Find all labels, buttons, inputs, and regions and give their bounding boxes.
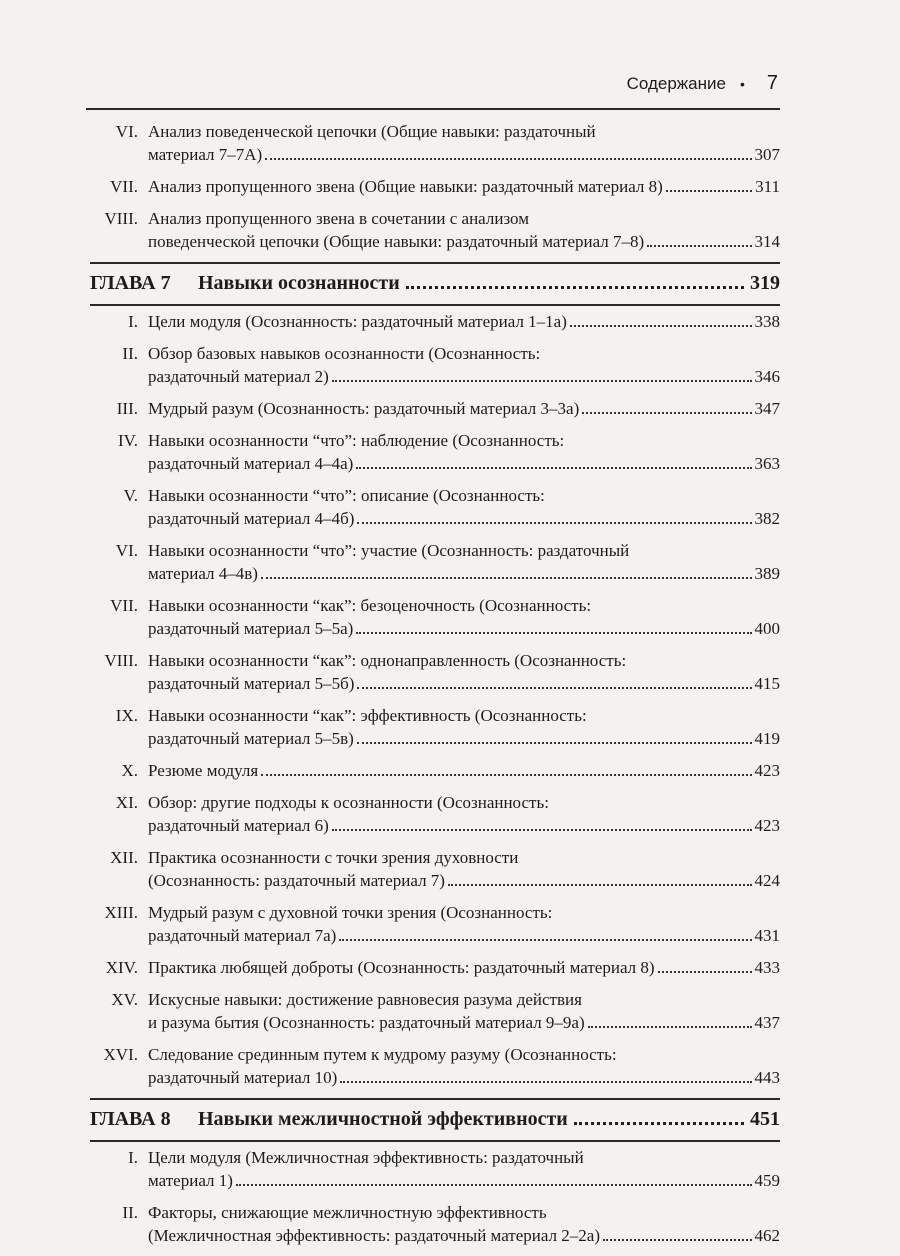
chapter-8-bottom-rule bbox=[90, 1140, 780, 1142]
toc-entry-line bbox=[148, 507, 780, 530]
toc-group-chapter-8 bbox=[90, 1146, 780, 1247]
toc-entry-page: 347 bbox=[754, 399, 780, 418]
toc-entry-title: раздаточный материал 5–5а) bbox=[148, 619, 354, 638]
toc-entry-title: Цели модуля (Осознанность: раздаточный материал 1–1а) bbox=[148, 312, 567, 331]
chapter-8-top-rule bbox=[90, 1098, 780, 1100]
toc-entry-title: Обзор базовых навыков осознанности (Осознанность: bbox=[148, 344, 541, 363]
toc-entry[interactable] bbox=[90, 342, 780, 388]
chapter-7-bottom-rule bbox=[90, 304, 780, 306]
dot-leader bbox=[261, 774, 751, 776]
toc-entry-page: 433 bbox=[754, 958, 780, 977]
toc-entry[interactable] bbox=[90, 397, 780, 420]
toc-entry-number: XVI. bbox=[103, 1045, 138, 1064]
toc-entry-body bbox=[148, 846, 780, 892]
dot-leader bbox=[261, 577, 752, 579]
toc-entry-body bbox=[148, 704, 780, 750]
toc-entry-page: 459 bbox=[754, 1171, 780, 1190]
toc-entry-line bbox=[148, 649, 780, 672]
toc-entry-title: материал 1) bbox=[148, 1171, 233, 1190]
toc-entry-title: Навыки осознанности “что”: описание (Осознанность: bbox=[148, 486, 545, 505]
toc-entry-line bbox=[148, 617, 780, 640]
toc-group-chapter-7 bbox=[90, 310, 780, 1089]
toc-entry-body bbox=[148, 207, 780, 253]
toc-entry[interactable] bbox=[90, 539, 780, 585]
toc-entry-line bbox=[148, 562, 780, 585]
chapter-7-label: ГЛАВА 7 bbox=[90, 272, 171, 294]
toc-entry-title: (Межличностная эффективность: раздаточный материал 2–2а) bbox=[148, 1226, 601, 1245]
dot-leader bbox=[357, 522, 751, 524]
toc-entry-body bbox=[148, 310, 780, 333]
dot-leader bbox=[265, 158, 751, 160]
toc-entry[interactable] bbox=[90, 1201, 780, 1247]
toc-entry-title: Навыки осознанности “как”: безоценочность (Осознанность: bbox=[148, 596, 592, 615]
toc-entry-title: раздаточный материал 6) bbox=[148, 816, 329, 835]
toc-entry-title: раздаточный материал 4–4б) bbox=[148, 509, 355, 528]
toc-entry-line bbox=[148, 1043, 780, 1066]
chapter-7-top-rule bbox=[90, 262, 780, 264]
toc-entry-title: Факторы, снижающие межличностную эффективность bbox=[148, 1203, 547, 1222]
toc-entry-body bbox=[148, 429, 780, 475]
toc-entry-number: X. bbox=[121, 761, 138, 780]
toc-entry-line bbox=[148, 1146, 780, 1169]
toc-entry[interactable] bbox=[90, 120, 780, 166]
toc-entry-number: VIII. bbox=[104, 651, 138, 670]
toc-entry-line bbox=[148, 484, 780, 507]
toc-entry-page: 443 bbox=[754, 1068, 780, 1087]
toc-entry-body bbox=[148, 594, 780, 640]
toc-entry-title: раздаточный материал 2) bbox=[148, 367, 329, 386]
toc-entry-line bbox=[148, 846, 780, 869]
toc-entry[interactable] bbox=[90, 175, 780, 198]
toc-entry-number: XIV. bbox=[105, 958, 138, 977]
toc-entry-number: VII. bbox=[110, 596, 138, 615]
toc-entry-line bbox=[148, 924, 780, 947]
toc-entry-title: материал 4–4в) bbox=[148, 564, 258, 583]
dot-leader bbox=[339, 939, 751, 941]
toc-entry[interactable] bbox=[90, 207, 780, 253]
toc-entry-title: Анализ пропущенного звена в сочетании с анализом bbox=[148, 209, 529, 228]
toc-entry-line bbox=[148, 397, 780, 420]
toc-entry-line bbox=[148, 1169, 780, 1192]
toc-entry-title: Обзор: другие подходы к осознанности (Осознанность: bbox=[148, 793, 549, 812]
toc-entry-title: Навыки осознанности “как”: однонаправленность (Осознанность: bbox=[148, 651, 627, 670]
toc-entry[interactable] bbox=[90, 901, 780, 947]
toc-entry-body bbox=[148, 759, 780, 782]
toc-entry-title: раздаточный материал 4–4а) bbox=[148, 454, 354, 473]
toc-entry-line bbox=[148, 791, 780, 814]
dot-leader bbox=[647, 245, 751, 247]
toc-entry-page: 338 bbox=[754, 312, 780, 331]
toc-entry-title: Навыки осознанности “что”: участие (Осознанность: раздаточный bbox=[148, 541, 630, 560]
chapter-7-page: 319 bbox=[750, 272, 780, 294]
toc-entry-line bbox=[148, 988, 780, 1011]
running-header bbox=[627, 72, 778, 95]
dot-leader bbox=[570, 325, 752, 327]
toc-entry-page: 363 bbox=[754, 454, 780, 473]
toc-entry-title: раздаточный материал 7а) bbox=[148, 926, 337, 945]
toc-entry-page: 462 bbox=[754, 1226, 780, 1245]
dot-leader bbox=[340, 1081, 751, 1083]
toc-entry-title: Навыки осознанности “что”: наблюдение (Осознанность: bbox=[148, 431, 565, 450]
toc-entry-page: 346 bbox=[754, 367, 780, 386]
toc-entry-line bbox=[148, 1011, 780, 1034]
toc-entry-page: 314 bbox=[754, 232, 780, 251]
toc-entry[interactable] bbox=[90, 988, 780, 1034]
toc-entry-body bbox=[148, 175, 780, 198]
toc-entry-body bbox=[148, 988, 780, 1034]
toc-entry[interactable] bbox=[90, 846, 780, 892]
toc-entry-number: VI. bbox=[115, 122, 138, 141]
toc-entry-line bbox=[148, 429, 780, 452]
dot-leader bbox=[448, 884, 752, 886]
toc-entry-line bbox=[148, 143, 780, 166]
toc-entry-line bbox=[148, 727, 780, 750]
toc-entry[interactable] bbox=[90, 759, 780, 782]
toc-entry-line bbox=[148, 759, 780, 782]
toc-entry-body bbox=[148, 342, 780, 388]
toc-entry-number: VII. bbox=[110, 177, 138, 196]
toc-entry-line bbox=[148, 814, 780, 837]
toc-entry-number: IV. bbox=[118, 431, 138, 450]
toc-entry-number: II. bbox=[122, 1203, 138, 1222]
toc-entry-number: I. bbox=[128, 312, 138, 331]
toc-entry-number: V. bbox=[123, 486, 138, 505]
toc-entry-body bbox=[148, 397, 780, 420]
toc-entry-page: 415 bbox=[754, 674, 780, 693]
toc-entry-line bbox=[148, 901, 780, 924]
chapter-7-heading[interactable] bbox=[90, 268, 780, 298]
toc-entry-line bbox=[148, 452, 780, 475]
toc-entry[interactable] bbox=[90, 484, 780, 530]
toc-entry-number: XV. bbox=[111, 990, 138, 1009]
toc-entry-line bbox=[148, 175, 780, 198]
toc-entry-title: Следование срединным путем к мудрому разуму (Осознанность: bbox=[148, 1045, 617, 1064]
toc-entry-page: 423 bbox=[754, 816, 780, 835]
toc-entry[interactable] bbox=[90, 1043, 780, 1089]
toc-entry-title: раздаточный материал 5–5б) bbox=[148, 674, 355, 693]
toc-entry-line bbox=[148, 869, 780, 892]
toc-entry-line bbox=[148, 120, 780, 143]
toc-entry-page: 424 bbox=[754, 871, 780, 890]
toc-entry-page: 382 bbox=[754, 509, 780, 528]
toc-entry-title: раздаточный материал 5–5в) bbox=[148, 729, 354, 748]
dot-leader bbox=[357, 742, 752, 744]
toc-entry-title: раздаточный материал 10) bbox=[148, 1068, 338, 1087]
toc-entry-line bbox=[148, 230, 780, 253]
toc-entry-line bbox=[148, 1224, 780, 1247]
toc-entry-number: IX. bbox=[115, 706, 138, 725]
dot-leader bbox=[406, 286, 744, 289]
toc-entry[interactable] bbox=[90, 429, 780, 475]
toc-entry-line bbox=[148, 594, 780, 617]
header-rule bbox=[86, 108, 780, 110]
toc-entry-page: 307 bbox=[754, 145, 780, 164]
dot-leader bbox=[357, 687, 751, 689]
toc-entry-number: III. bbox=[116, 399, 138, 418]
header-bullet: • bbox=[739, 75, 745, 92]
toc-entry-title: Мудрый разум (Осознанность: раздаточный материал 3–3а) bbox=[148, 399, 580, 418]
toc-entry-title: Навыки осознанности “как”: эффективность (Осознанность: bbox=[148, 706, 587, 725]
toc-entry-body bbox=[148, 901, 780, 947]
toc-entry-line bbox=[148, 539, 780, 562]
dot-leader bbox=[582, 412, 751, 414]
toc-entry-title: Практика осознанности с точки зрения духовности bbox=[148, 848, 519, 867]
toc-entry-title: Цели модуля (Межличностная эффективность: раздаточный bbox=[148, 1148, 584, 1167]
toc-entry-line bbox=[148, 342, 780, 365]
chapter-7-title: Навыки осознанности bbox=[198, 272, 400, 294]
toc-entry-page: 419 bbox=[754, 729, 780, 748]
toc-entry[interactable] bbox=[90, 649, 780, 695]
toc-entry-title: (Осознанность: раздаточный материал 7) bbox=[148, 871, 445, 890]
dot-leader bbox=[236, 1184, 752, 1186]
toc-entry-body bbox=[148, 120, 780, 166]
toc-entry[interactable] bbox=[90, 310, 780, 333]
dot-leader bbox=[588, 1026, 752, 1028]
dot-leader bbox=[332, 380, 752, 382]
toc-entry-number: VI. bbox=[115, 541, 138, 560]
toc-entry[interactable] bbox=[90, 704, 780, 750]
dot-leader bbox=[332, 829, 752, 831]
chapter-8-heading[interactable] bbox=[90, 1104, 780, 1134]
toc-entry[interactable] bbox=[90, 594, 780, 640]
toc-entry-number: XIII. bbox=[104, 903, 138, 922]
toc-entry-number: XI. bbox=[115, 793, 138, 812]
toc-entry-number: II. bbox=[122, 344, 138, 363]
header-section-title: Содержание bbox=[626, 73, 726, 93]
toc-entry-number: XII. bbox=[110, 848, 138, 867]
toc-entry[interactable] bbox=[90, 956, 780, 979]
toc-entry-line bbox=[148, 1066, 780, 1089]
toc-entry-body bbox=[148, 484, 780, 530]
toc-entry-body bbox=[148, 1201, 780, 1247]
toc-entry-title: Практика любящей доброты (Осознанность: раздаточный материал 8) bbox=[148, 958, 655, 977]
toc-entry-title: Искусные навыки: достижение равновесия разума действия bbox=[148, 990, 582, 1009]
toc-entry-title: Резюме модуля bbox=[148, 761, 259, 780]
dot-leader bbox=[658, 971, 752, 973]
toc-entry[interactable] bbox=[90, 791, 780, 837]
toc-entry-body bbox=[148, 649, 780, 695]
toc-entry-body bbox=[148, 956, 780, 979]
toc-entry-title: Мудрый разум с духовной точки зрения (Осознанность: bbox=[148, 903, 553, 922]
dot-leader bbox=[356, 632, 751, 634]
dot-leader bbox=[574, 1122, 744, 1125]
toc-entry-page: 423 bbox=[754, 761, 780, 780]
dot-leader bbox=[666, 190, 752, 192]
toc-entry-line bbox=[148, 956, 780, 979]
toc-entry[interactable] bbox=[90, 1146, 780, 1192]
toc-entry-number: I. bbox=[128, 1148, 138, 1167]
toc-entry-body bbox=[148, 791, 780, 837]
toc-entry-title: поведенческой цепочки (Общие навыки: раздаточный материал 7–8) bbox=[148, 232, 645, 251]
toc-entry-page: 437 bbox=[754, 1013, 780, 1032]
toc-entry-page: 389 bbox=[754, 564, 780, 583]
dot-leader bbox=[603, 1239, 751, 1241]
toc-entry-page: 311 bbox=[755, 177, 780, 196]
toc-entry-title: материал 7–7А) bbox=[148, 145, 263, 164]
header-page-number: 7 bbox=[766, 72, 778, 94]
toc-entry-title: Анализ пропущенного звена (Общие навыки: раздаточный материал 8) bbox=[148, 177, 663, 196]
chapter-8-page: 451 bbox=[750, 1108, 780, 1130]
toc-group-chapter-6 bbox=[90, 120, 780, 253]
toc-entry-line bbox=[148, 365, 780, 388]
toc-entry-number: VIII. bbox=[104, 209, 138, 228]
dot-leader bbox=[356, 467, 751, 469]
toc-entry-body bbox=[148, 1146, 780, 1192]
toc-entry-line bbox=[148, 207, 780, 230]
toc-entry-body bbox=[148, 539, 780, 585]
chapter-8-label: ГЛАВА 8 bbox=[90, 1108, 171, 1130]
toc-entry-body bbox=[148, 1043, 780, 1089]
toc-entry-line bbox=[148, 704, 780, 727]
toc-entry-title: Анализ поведенческой цепочки (Общие навыки: раздаточный bbox=[148, 122, 596, 141]
toc-entry-line bbox=[148, 310, 780, 333]
toc-entry-line bbox=[148, 672, 780, 695]
toc-entry-title: и разума бытия (Осознанность: раздаточный материал 9–9а) bbox=[148, 1013, 585, 1032]
toc-entry-page: 400 bbox=[754, 619, 780, 638]
toc-entry-page: 431 bbox=[754, 926, 780, 945]
chapter-8-title: Навыки межличностной эффективности bbox=[198, 1108, 568, 1130]
toc-entry-line bbox=[148, 1201, 780, 1224]
table-of-contents bbox=[90, 120, 780, 1256]
